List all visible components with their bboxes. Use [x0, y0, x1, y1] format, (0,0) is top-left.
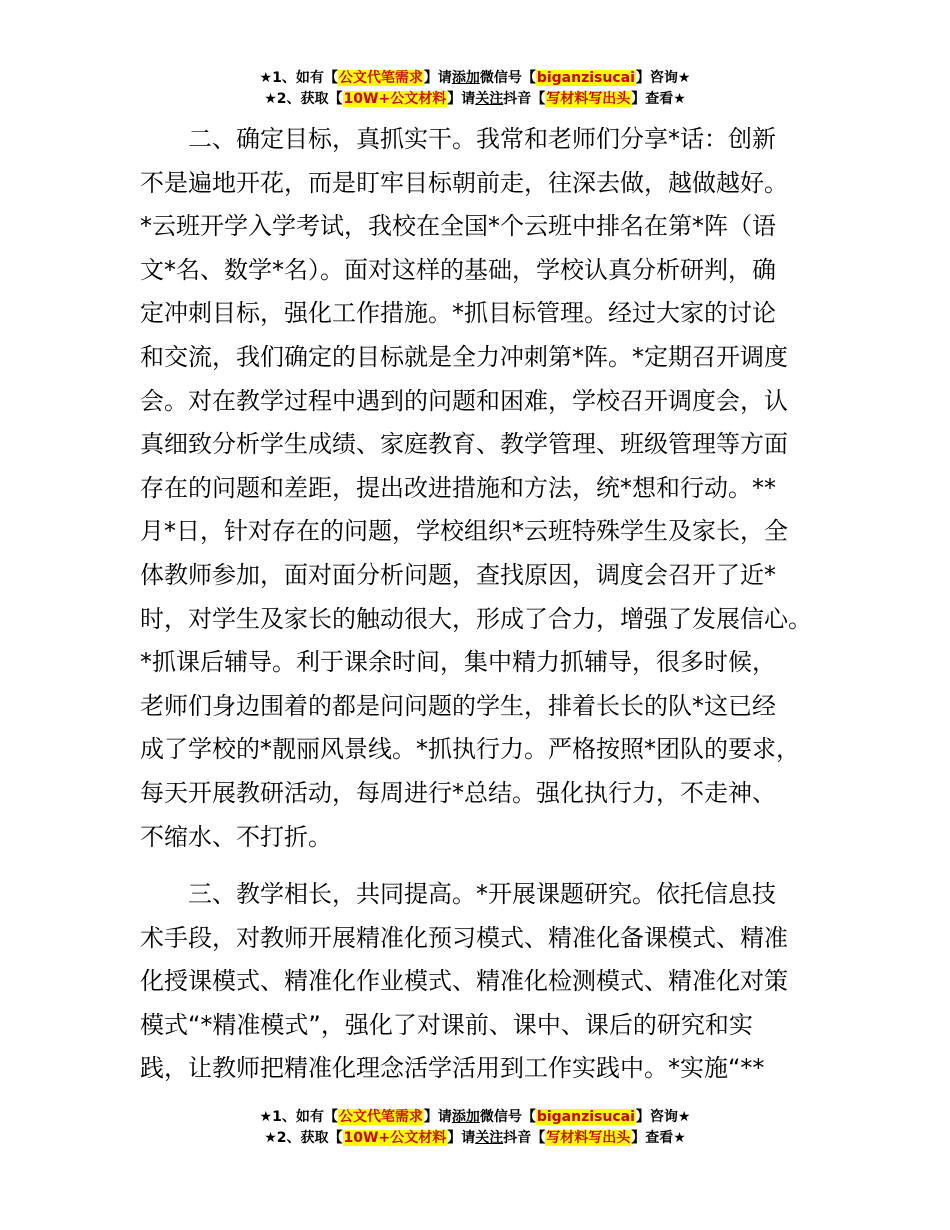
star-icon: ★ [259, 70, 273, 86]
text-line: 模式“*精准模式”，强化了对课前、课中、课后的研究和实 [140, 1010, 753, 1039]
text-line: 每天开展教研活动，每周进行*总结。强化执行力，不走神、 [140, 778, 776, 807]
star-icon: ★ [259, 1109, 273, 1125]
ghostwriting-service-highlight: 公文代笔需求 [338, 70, 423, 86]
banner-line-1: ★1、如有【公文代笔需求】请添加微信号【biganzisucai】咨询★ [259, 1109, 691, 1125]
text-line: 时，对学生及家长的触动很大，形成了合力，增强了发展信心。 [140, 604, 812, 633]
text-line: 文*名、数学*名）。面对这样的基础，学校认真分析研判，确 [140, 255, 776, 284]
text-line: 三、教学相长，共同提高。*开展课题研究。依托信息技 [188, 880, 776, 909]
text-line: 定冲刺目标，强化工作措施。*抓目标管理。经过大家的讨论 [140, 299, 776, 328]
text-line: 术手段，对教师开展精准化预习模式、精准化备课模式、精准 [140, 923, 788, 952]
footer-banner [0, 1107, 950, 1149]
text-line: 体教师参加，面对面分析问题，查找原因，调度会召开了近* [140, 560, 776, 589]
text-line: 化授课模式、精准化作业模式、精准化检测模式、精准化对策 [140, 967, 788, 996]
text-line: 二、确定目标，真抓实干。我常和老师们分享*话：创新 [188, 125, 776, 153]
text-line: 和交流，我们确定的目标就是全力冲刺第*阵。*定期召开调度 [140, 342, 788, 371]
banner-line-1: ★1、如有【公文代笔需求】请添加微信号【biganzisucai】咨询★ [259, 70, 691, 86]
banner-line-2: ★2、获取【10W+公文材料】请关注抖音【写材料写出头】查看★ [264, 91, 686, 107]
douyin-account-highlight: 写材料写出头 [546, 91, 631, 107]
text-line: 不缩水、不打折。 [140, 822, 332, 851]
star-icon: ★ [264, 91, 277, 107]
text-line: 老师们身边围着的都是问问题的学生，排着长长的队*这已经 [140, 691, 776, 720]
text-line: 会。对在教学过程中遇到的问题和困难，学校召开调度会，认 [140, 386, 788, 415]
wechat-id-highlight: biganzisucai [536, 1109, 635, 1125]
star-icon: ★ [264, 1130, 277, 1146]
text-line: 成了学校的*靓丽风景线。*抓执行力。严格按照*团队的要求， [140, 735, 800, 764]
text-line: 真细致分析学生成绩、家庭教育、教学管理、班级管理等方面 [140, 430, 788, 459]
ghostwriting-service-highlight: 公文代笔需求 [338, 1109, 423, 1125]
document-body [140, 118, 840, 1091]
text-line: *抓课后辅导。利于课余时间，集中精力抓辅导，很多时候， [140, 648, 776, 677]
text-line: *云班开学入学考试，我校在全国*个云班中排名在第*阵（语 [140, 212, 776, 241]
header-banner [0, 68, 950, 110]
text-line: 月*日，针对存在的问题，学校组织*云班特殊学生及家长，全 [140, 517, 788, 546]
text-line: 存在的问题和差距，提出改进措施和方法，统*想和行动。** [140, 473, 776, 502]
banner-line-2: ★2、获取【10W+公文材料】请关注抖音【写材料写出头】查看★ [264, 1130, 686, 1146]
paragraph-set-goals [140, 118, 840, 859]
douyin-account-highlight: 写材料写出头 [546, 1130, 631, 1146]
wechat-id-highlight: biganzisucai [536, 70, 635, 86]
materials-highlight: 10W+公文材料 [343, 1130, 447, 1146]
text-line: 不是遍地开花，而是盯牢目标朝前走，往深去做，越做越好。 [140, 168, 788, 197]
paragraph-teaching-growth [140, 873, 840, 1091]
materials-highlight: 10W+公文材料 [343, 91, 447, 107]
text-line: 践，让教师把精准化理念活学活用到工作实践中。*实施“** [140, 1054, 765, 1083]
